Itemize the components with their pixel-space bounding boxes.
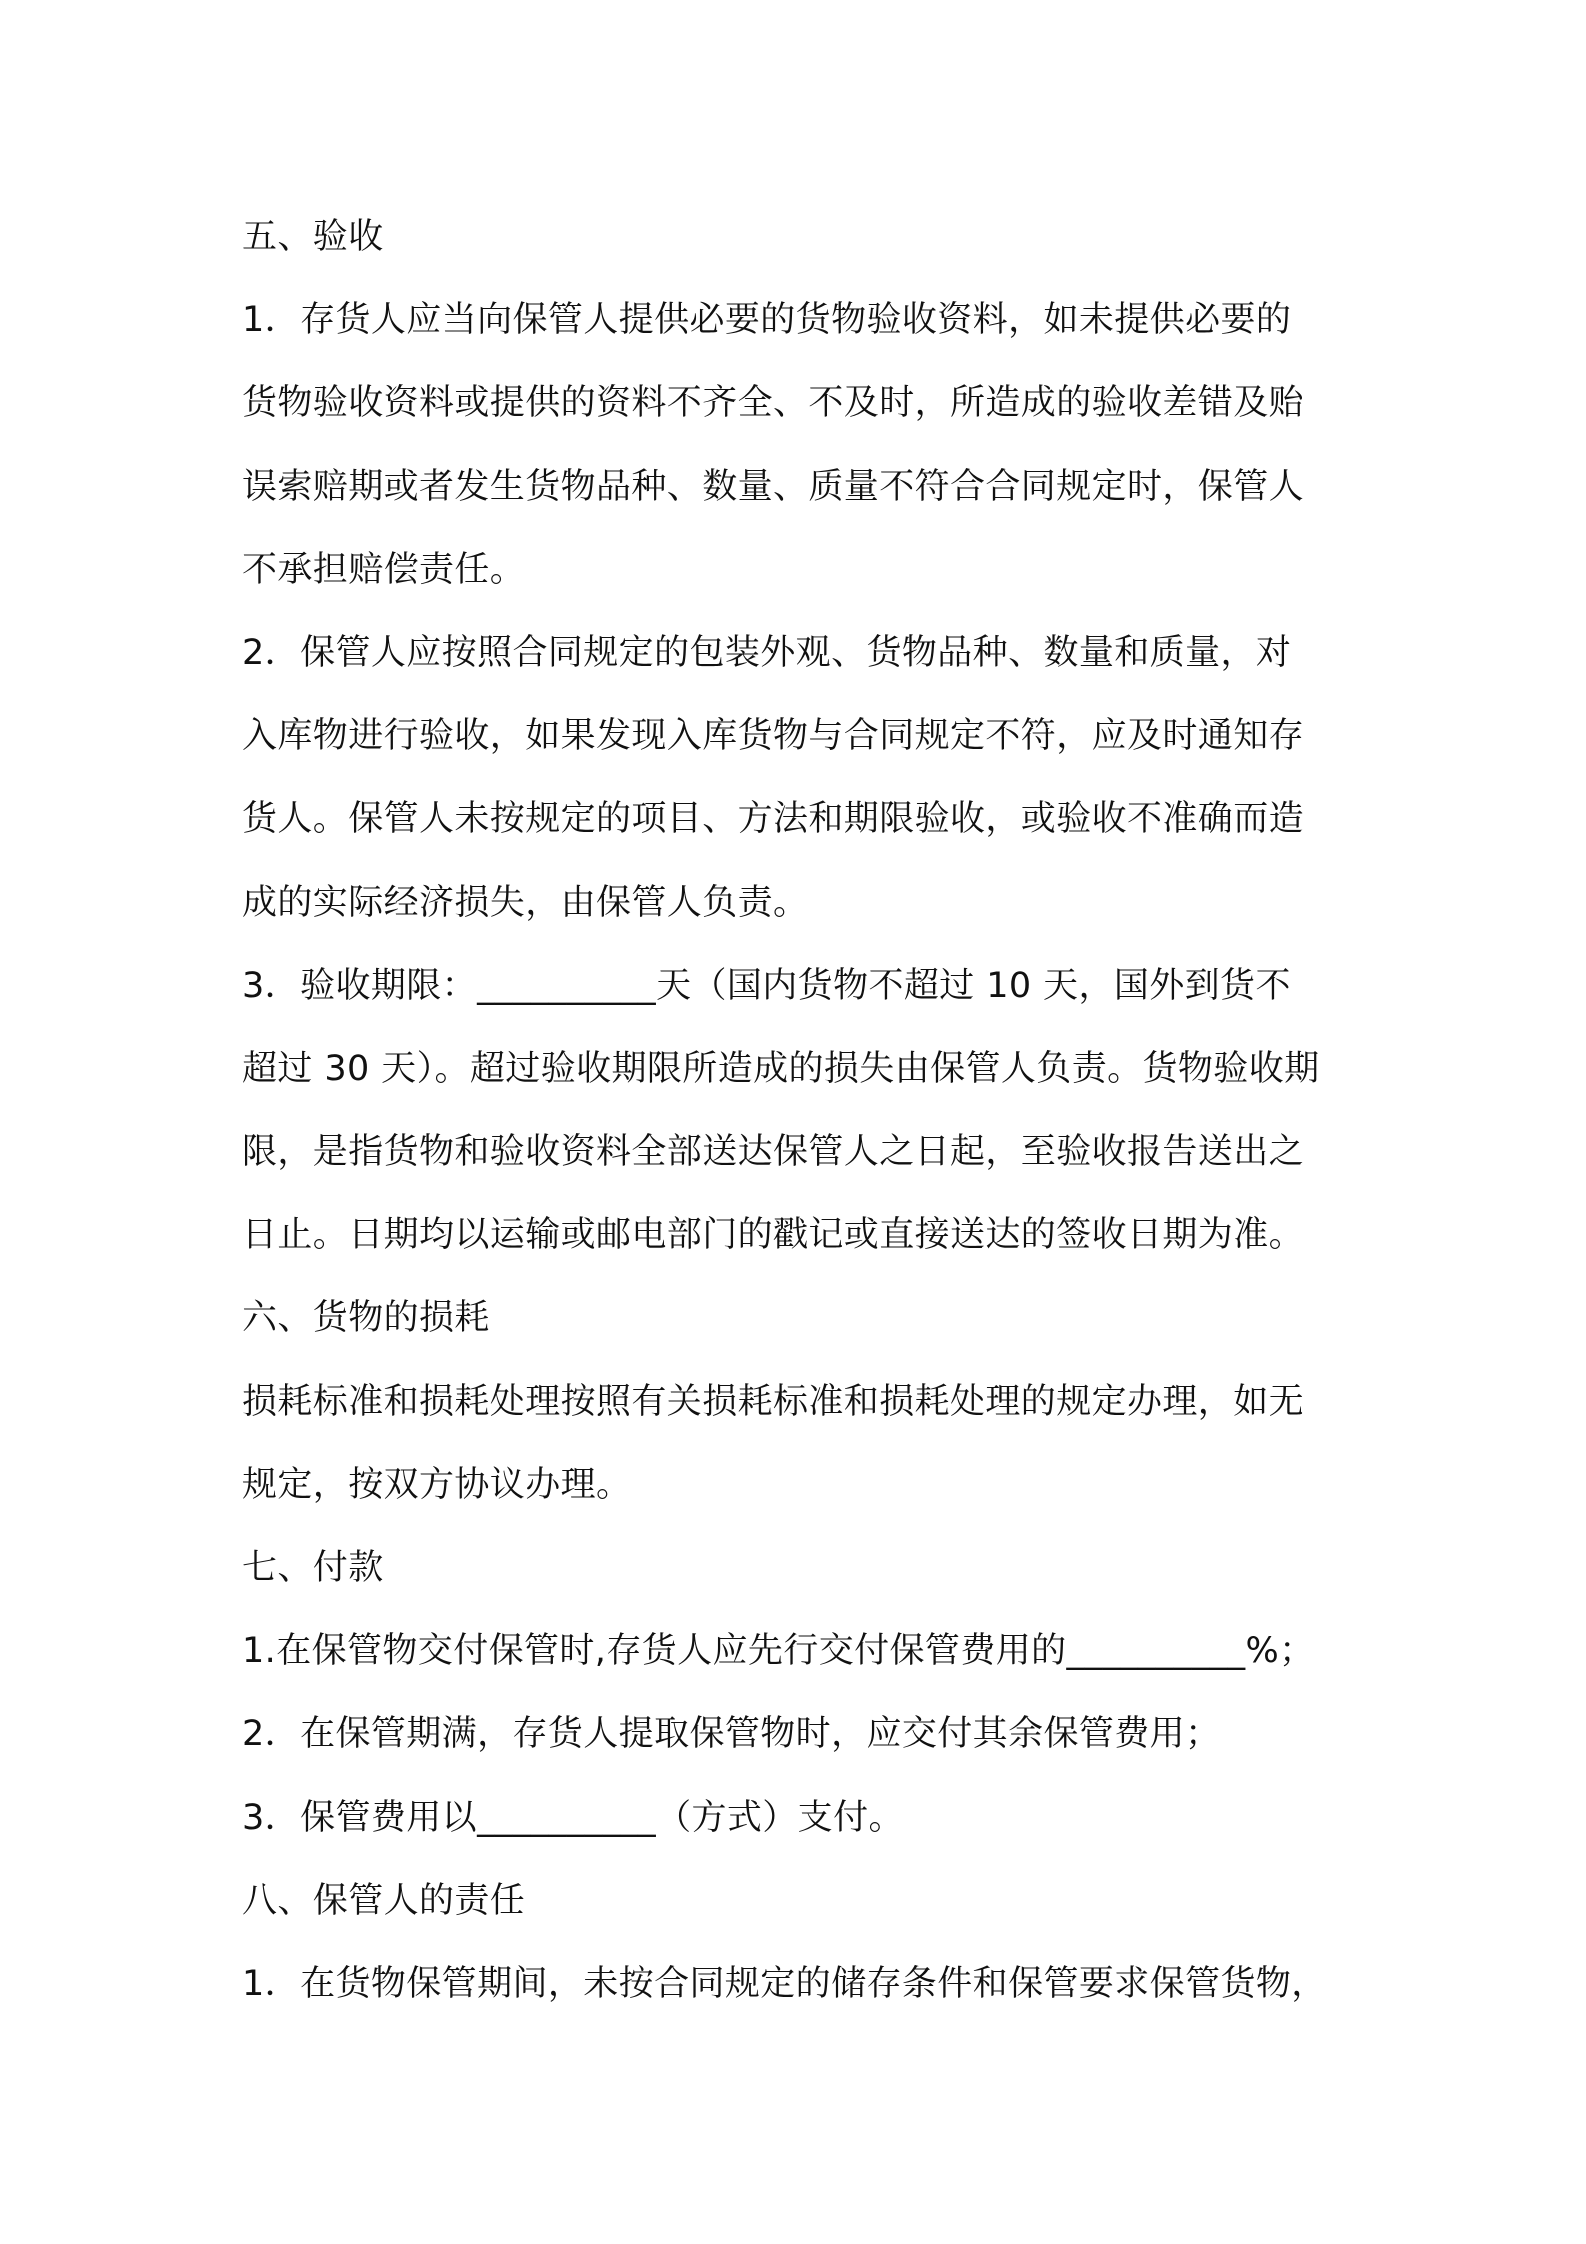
paragraph-line: 1.在保管物交付保管时,存货人应先行交付保管费用的__________%； (242, 1631, 1315, 1672)
paragraph-line: 1．在货物保管期间，未按合同规定的储存条件和保管要求保管货物， (242, 1963, 1327, 2004)
paragraph-line: 货物验收资料或提供的资料不齐全、不及时，所造成的验收差错及贻 (242, 383, 1305, 424)
document-body (242, 196, 1362, 2026)
paragraph-line: 入库物进行验收，如果发现入库货物与合同规定不符，应及时通知存 (242, 716, 1305, 757)
section-heading-payment: 七、付款 (242, 1548, 384, 1588)
paragraph-line: 1．存货人应当向保管人提供必要的货物验收资料，如未提供必要的 (242, 300, 1292, 341)
paragraph-line: 3．保管费用以__________（方式）支付。 (242, 1797, 904, 1838)
section-heading-loss: 六、货物的损耗 (242, 1298, 490, 1339)
paragraph-line: 规定，按双方协议办理。 (242, 1464, 632, 1505)
paragraph-line: 货人。保管人未按规定的项目、方法和期限验收，或验收不准确而造 (242, 799, 1305, 840)
paragraph-line: 不承担赔偿责任。 (242, 549, 526, 590)
section-heading-custodian-liability: 八、保管人的责任 (242, 1880, 526, 1921)
paragraph-line: 成的实际经济损失，由保管人负责。 (242, 882, 809, 923)
paragraph-line: 3．验收期限：__________天（国内货物不超过 10 天，国外到货不 (242, 965, 1291, 1006)
paragraph-line: 2．保管人应按照合同规定的包装外观、货物品种、数量和质量，对 (242, 632, 1292, 673)
paragraph-line: 误索赔期或者发生货物品种、数量、质量不符合合同规定时，保管人 (242, 466, 1305, 507)
paragraph-line: 2．在保管期满，存货人提取保管物时，应交付其余保管费用； (242, 1714, 1221, 1755)
paragraph-line: 损耗标准和损耗处理按照有关损耗标准和损耗处理的规定办理，如无 (242, 1381, 1305, 1422)
paragraph-line: 限，是指货物和验收资料全部送达保管人之日起，至验收报告送出之 (242, 1132, 1305, 1173)
paragraph-line: 超过 30 天）。超过验收期限所造成的损失由保管人负责。货物验收期 (242, 1048, 1320, 1089)
paragraph-line: 日止。日期均以运输或邮电部门的戳记或直接送达的签收日期为准。 (242, 1215, 1305, 1256)
section-heading-acceptance: 五、验收 (242, 217, 384, 257)
